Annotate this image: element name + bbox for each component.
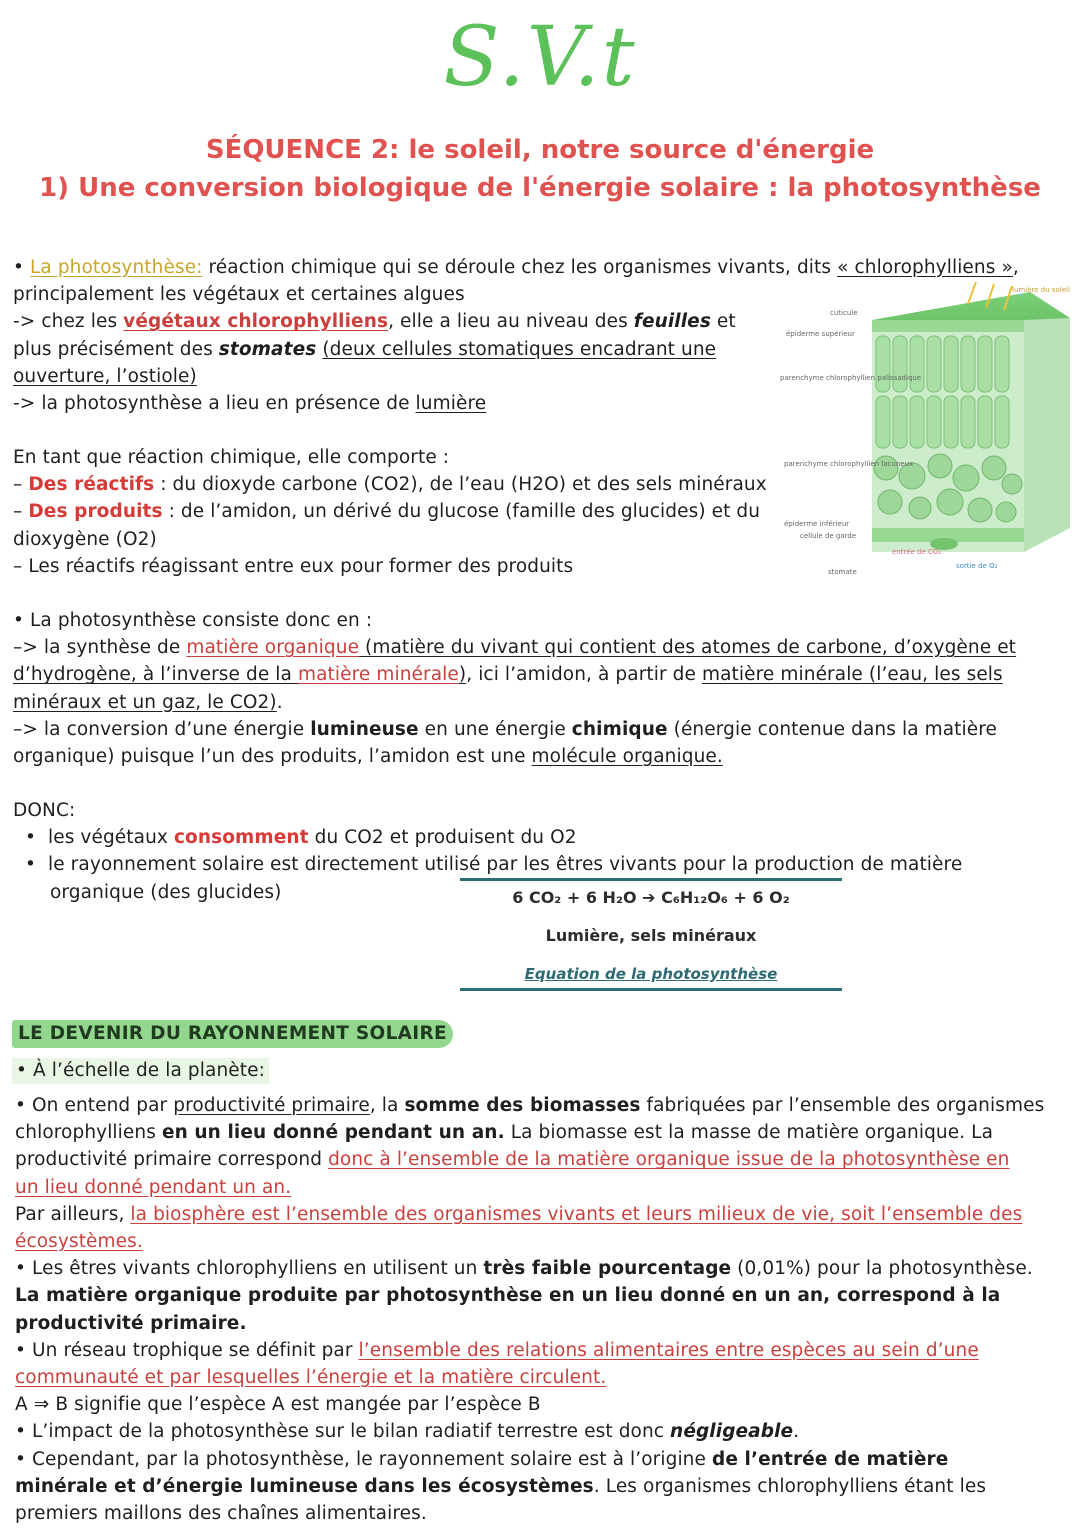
s2-biosphere-def: la biosphère est l’ensemble des organismes vivants et leurs milieux de vie, soit l’ensemble des bbox=[130, 1203, 1023, 1225]
bullet: • bbox=[25, 827, 48, 849]
bullet: • bbox=[15, 1258, 32, 1280]
sequence-title: SÉQUENCE 2: le soleil, notre source d'énergie bbox=[205, 135, 875, 165]
donc-text: les végétaux bbox=[47, 827, 174, 849]
produits-label: Des produits bbox=[28, 501, 163, 523]
s2-bold-line: productivité primaire. bbox=[15, 1312, 247, 1334]
dash: – bbox=[13, 501, 29, 523]
s2-arrow-note: A ⇒ B signifie que l’espèce A est mangée par l’espèce B bbox=[15, 1394, 541, 1416]
label-stomate: stomate bbox=[828, 568, 857, 576]
s2-reseau-def-cont: communauté et par lesquelles l’énergie et la matière circulent. bbox=[15, 1367, 607, 1389]
dash: – bbox=[13, 474, 29, 496]
punct: , bbox=[1012, 257, 1019, 278]
bullet: • bbox=[15, 1448, 32, 1470]
section-heading: LE DEVENIR DU RAYONNEMENT SOLAIRE bbox=[12, 1020, 453, 1048]
equation-caption: Equation de la photosynthèse bbox=[524, 965, 778, 983]
reactifs-text: : du dioxyde carbone (CO2), de l’eau (H2O) et des sels minéraux bbox=[154, 474, 767, 496]
term-negligeable: négligeable bbox=[670, 1421, 794, 1443]
consiste-text: ) bbox=[458, 664, 467, 686]
reactifs-label: Des réactifs bbox=[28, 474, 155, 496]
consiste-text: d’hydrogène, à l’inverse de la bbox=[13, 664, 298, 686]
s2-text: Les êtres vivants chlorophylliens en utilisent un bbox=[32, 1258, 484, 1280]
s2-text: productivité primaire correspond bbox=[15, 1149, 329, 1171]
equation-conditions: Lumière, sels minéraux bbox=[545, 926, 757, 945]
reaction-intro: En tant que réaction chimique, elle comporte : bbox=[13, 447, 450, 468]
term-molecule-organique: molécule organique. bbox=[531, 746, 723, 768]
term-chlorophylliens: « chlorophylliens » bbox=[837, 257, 1013, 278]
subject-title: S.V.t bbox=[443, 10, 637, 105]
bullet: • bbox=[13, 610, 30, 631]
s2-bold: en un lieu donné pendant un an. bbox=[161, 1122, 505, 1144]
leaf-side bbox=[1024, 318, 1070, 552]
s2-text: La biomasse est la masse de matière organique. La bbox=[504, 1122, 994, 1144]
s2-text: (0,01%) pour la photosynthèse. bbox=[731, 1258, 1033, 1280]
s2-text: L’impact de la photosynthèse sur le bilan radiatif terrestre est donc bbox=[32, 1421, 671, 1443]
term-lumineuse: lumineuse bbox=[310, 718, 419, 740]
s2-text: Par ailleurs, bbox=[15, 1203, 131, 1225]
term-consomment: consomment bbox=[173, 827, 309, 849]
term-feuilles: feuilles bbox=[633, 311, 711, 333]
consiste-text: matière minérale (l’eau, les sels bbox=[701, 664, 1003, 686]
s2-bold: de l’entrée de matière bbox=[711, 1448, 949, 1470]
s2-reseau-def: l’ensemble des relations alimentaires entre espèces au sein d’une bbox=[358, 1339, 979, 1361]
intro-text: -> la photosynthèse a lieu en présence de bbox=[13, 393, 416, 415]
o2-exit-label: sortie de O₂ bbox=[956, 562, 998, 570]
bullet: • bbox=[16, 1060, 33, 1081]
reaction-third: Les réactifs réagissant entre eux pour former des produits bbox=[28, 555, 574, 577]
consiste-text: organique) puisque l’un des produits, l’amidon est une bbox=[13, 746, 532, 768]
reaction-block bbox=[13, 444, 803, 580]
s2-bold-line: La matière organique produite par photosynthèse en un lieu donné en un an, correspond à la bbox=[15, 1285, 1001, 1307]
punct: . bbox=[793, 1421, 800, 1443]
intro-text: -> chez les bbox=[13, 311, 124, 333]
term-matiere-organique: matière organique bbox=[186, 637, 360, 659]
label-epiderme-sup: épiderme supérieur bbox=[786, 330, 855, 338]
s2-text: Cependant, par la photosynthèse, le rayonnement solaire est à l’origine bbox=[32, 1448, 712, 1470]
term-chimique: chimique bbox=[571, 718, 668, 740]
intro-text: réaction chimique qui se déroule chez les organismes vivants, dits bbox=[202, 257, 838, 278]
leaf-cross-section-diagram bbox=[780, 278, 1070, 590]
bullet: • bbox=[25, 854, 48, 876]
donc-label: DONC: bbox=[13, 800, 76, 821]
consiste-intro: La photosynthèse consiste donc en : bbox=[30, 610, 373, 631]
equation-bottom-rule bbox=[460, 988, 842, 991]
produits-text: : de l’amidon, un dérivé du glucose (famille des glucides) et du bbox=[162, 501, 761, 523]
donc-text-cont: organique (des glucides) bbox=[50, 881, 282, 903]
bullet: • bbox=[15, 1421, 32, 1443]
term-productivite-primaire: productivité primaire bbox=[173, 1095, 370, 1116]
consiste-text: –> la conversion d’une énergie bbox=[13, 718, 311, 740]
stomate-definition: (deux cellules stomatiques encadrant une bbox=[322, 338, 717, 360]
label-lacuneux: parenchyme chlorophyllien lacuneux bbox=[784, 460, 914, 468]
s2-text: Un réseau trophique se définit par bbox=[32, 1339, 359, 1361]
consiste-text: –> la synthèse de bbox=[13, 637, 187, 659]
bullet: • bbox=[13, 257, 30, 278]
s2-text: fabriquées par l’ensemble des organismes bbox=[640, 1095, 1045, 1116]
bullet: • bbox=[15, 1095, 32, 1116]
s2-text: , la bbox=[369, 1095, 405, 1116]
s2-text: . Les organismes chlorophylliens étant les bbox=[593, 1475, 987, 1497]
consiste-block bbox=[13, 607, 1073, 770]
s2-text: chlorophylliens bbox=[15, 1122, 162, 1144]
term-matiere-minerale: matière minérale bbox=[297, 664, 459, 686]
bullet: • bbox=[15, 1339, 32, 1361]
consiste-text: , ici l’amidon, à partir de bbox=[466, 664, 702, 686]
intro-line-2: principalement les végétaux et certaines algues bbox=[13, 284, 465, 306]
epidermis-upper bbox=[872, 320, 1024, 332]
label-epiderme-inf: épiderme inférieur bbox=[784, 520, 850, 528]
s2-red-underline: un lieu donné pendant un an. bbox=[15, 1176, 292, 1198]
chapter-title: 1) Une conversion biologique de l'énergie solaire : la photosynthèse bbox=[39, 173, 1041, 203]
consiste-text: (énergie contenue dans la matière bbox=[667, 718, 998, 740]
section-subheading bbox=[12, 1058, 269, 1084]
s2-biosphere-def-cont: écosystèmes. bbox=[15, 1231, 143, 1253]
dash: – bbox=[13, 555, 29, 577]
label-cellule-garde: cellule de garde bbox=[800, 532, 857, 540]
subheading-text: À l’échelle de la planète: bbox=[33, 1060, 265, 1081]
section2-body bbox=[15, 1092, 1075, 1527]
punct: . bbox=[276, 691, 283, 713]
produits-text-cont: dioxygène (O2) bbox=[13, 528, 157, 550]
s2-text: On entend par bbox=[32, 1095, 174, 1116]
consiste-text: minéraux et un gaz, le CO2) bbox=[13, 691, 277, 713]
term-lumiere: lumière bbox=[415, 393, 487, 415]
label-palissadique: parenchyme chlorophyllien palissadique bbox=[780, 374, 922, 382]
stomate-definition-cont: ouverture, l’ostiole) bbox=[13, 365, 197, 387]
s2-red-underline: donc à l’ensemble de la matière organique issue de la photosynthèse en bbox=[328, 1149, 1010, 1171]
equation-formula: 6 CO₂ + 6 H₂O ➔ C₆H₁₂O₆ + 6 O₂ bbox=[512, 888, 790, 907]
light-label: lumière du soleil bbox=[1012, 286, 1070, 294]
term-vegetaux: végétaux chlorophylliens bbox=[123, 311, 389, 333]
label-cuticule: cuticule bbox=[830, 309, 858, 317]
term-somme-biomasses: somme des biomasses bbox=[404, 1095, 641, 1116]
donc-text: du CO2 et produisent du O2 bbox=[308, 827, 577, 849]
intro-text: et bbox=[710, 311, 736, 333]
donc-text: le rayonnement solaire est directement utilisé par les êtres vivants pour la production de matière bbox=[47, 854, 963, 876]
equation-top-rule bbox=[460, 878, 842, 881]
co2-entry-label: entrée de CO₂ bbox=[892, 548, 942, 556]
intro-text: , elle a lieu au niveau des bbox=[388, 311, 634, 333]
consiste-text: en une énergie bbox=[418, 718, 572, 740]
consiste-text: (matière du vivant qui contient des atomes de carbone, d’oxygène et bbox=[359, 637, 1017, 659]
s2-bold: très faible pourcentage bbox=[483, 1258, 732, 1280]
term-photosynthese: La photosynthèse: bbox=[30, 257, 203, 278]
intro-text: plus précisément des bbox=[13, 338, 219, 360]
term-stomates: stomates bbox=[218, 338, 317, 360]
s2-text: premiers maillons des chaînes alimentaires. bbox=[15, 1503, 427, 1525]
s2-bold: minérale et d’énergie lumineuse dans les écosystèmes bbox=[15, 1475, 594, 1497]
